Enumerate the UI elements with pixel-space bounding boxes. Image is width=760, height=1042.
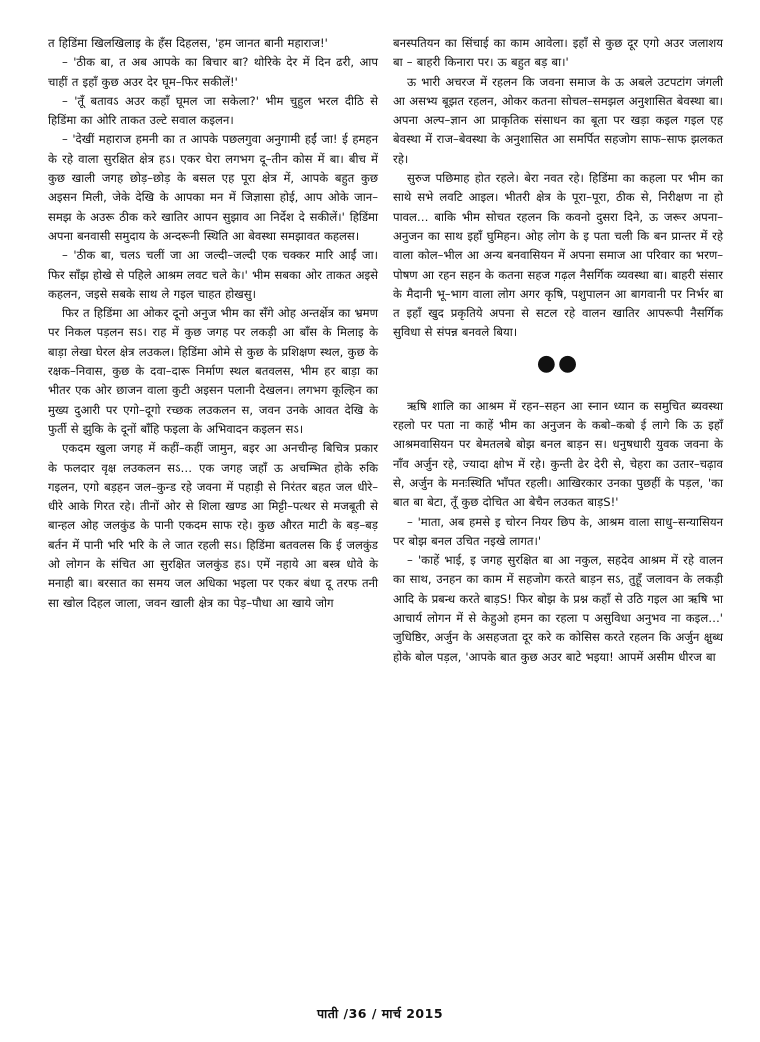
paragraph: – 'माता, अब हमसे इ चोरन नियर छिप के, आश्रम वाला साधु–सन्यासियन पर बोझ बनल उचित नइखे लागत।' xyxy=(393,514,723,548)
paragraph: त हिडिंमा खिलखिलाइ के हँस दिहलस, 'हम जानत बानी महाराज!' xyxy=(48,36,328,50)
page-footer: पाती /36 / मार्च 2015 xyxy=(316,1006,444,1021)
paragraph: – 'ठीक बा, चलऽ चलीं जा आ जल्दी–जल्दी एक चक्कर मारि आईं जा। फिर साँझ होखे से पहिले आश्रम लवट चले के।' भीम सबका ओर ताकत अइसे कहलन, जइसे सबके साथ ले गइल चाहत होखसु। xyxy=(48,248,378,301)
paragraph: – 'तूँ बतावऽ अउर कहाँ घूमल जा सकेला?' भीम चुहुल भरल दीठि से हिडिंमा का ओरि ताकत उल्टे सवाल कइलन। xyxy=(48,93,378,128)
paragraph: – 'काहें भाई, इ जगह सुरक्षित बा आ नकुल, सहदेव आश्रम में रहे वालन का साथ, उनहन का काम में सहजोग करते बाड़न सऽ, तुहूँ जलावन के लकड़ी आदि के प्रबन्ध करते बाड़S! फिर बोझ के प्रश्न कहाँ से उठि गइल आ ऋषि भा आचार्य लोगन में से केहुओ हमन का रहला प असुविधा अनुभव ना कइल…' जुधिष्ठिर, अर्जुन के असहजता दूर करे क कोसिस करते रहलन कि अर्जुन क्षुब्ध होके बोल पड़ल, 'आपके बात कुछ अउर बाटे भइया! आपमें असीम धीरज बा xyxy=(393,553,723,664)
right-column xyxy=(393,34,723,667)
section-divider: ●● xyxy=(536,350,580,376)
left-column xyxy=(48,34,378,613)
paragraph: सुरुज पछिमाह होत रहले। बेरा नवत रहे। हिडिंमा का कहला पर भीम का साथे सभे लवटि आइल। भीतरी क्षेत्र के पूरा–पूरा, ठीक से, निरीक्षण ना हो पावल… बाकि भीम सोचत रहलन कि कवनो दुसरा दिने, ऊ जरूर अपना–अनुजन का साथ इहाँ घुमिहन। ओह लोग के इ पता चली कि बन प्रान्तर में रहे वाला कोल–भील आ अन्य बनवासियन में अपना समाज आ परिवार का भरण–पोषण आ रहन सहन के कतना सहज गढ़ल नैसर्गिक व्यवस्था बा। बाहरी संसार के मैदानी भू–भाग वाला लोग अगर कृषि, पशुपालन आ बागवानी पर निर्भर बा त इहाँ खुद प्रकृतिये अपना से सटल रहे वालन खातिर आपरूपी नैसर्गिक सुविधा से संपन्न बनवले बिया। xyxy=(393,171,723,340)
paragraph: ऋषि शालि का आश्रम में रहन–सहन आ स्नान ध्यान क समुचित ब्यवस्था रहलो पर पता ना काहें भीम का अनुजन के कबो–कबो ई लागे कि ऊ इहाँ आश्रमवासियन पर बेमतलबे बोझ बनल बाड़न स। धनुषधारी युवक जवना के नाँव अर्जुन रहे, ज्यादा क्षोभ में रहे। कुन्ती ढेर देरी से, चेहरा का उतार–चढ़ाव से, अर्जुन के मनःस्थिति भाँपत रहली। आखिरकार उनका पुछहीं के पड़ल, 'का बात बा बेटा, तूँ कुछ दोचित आ बेचैन लउकत बाड़S!' xyxy=(393,398,723,510)
paragraph: एकदम खुला जगह में कहीं–कहीं जामुन, बइर आ अनचीन्ह बिचित्र प्रकार के फलदार वृक्ष लउकलन सऽ… एक जगह जहाँ ऊ अचम्भित होके रुकि गइलन, एगो बड़हन जल–कुन्ड रहे जवना में पहाड़ी से निरंतर बहत जल धीरे–धीरे आके गिरत रहे। तीनों ओर से शिला खण्ड आ मिट्टी–पत्थर से मजबूती से बान्हल ओह जलकुंड के पानी एकदम साफ रहे। कुछ औरत माटी के बड़–बड़ बर्तन में पानी भरि भरि के ले जात रहली सऽ। हिडिंमा बतवलस कि ई जलकुंड ओ लोगन के संचित आ सुरक्षित जलकुंड हऽ। एमें नहाये आ बस्त्र धोवे के मनाही बा। बरसात का समय जल अधिका भइला पर एकर बंधा दू तरफ तनी सा खोल दिहल जाला, जवन खाली क्षेत्र का पेड़–पौधा आ खाये जोग xyxy=(48,441,378,610)
paragraph: बनस्पतियन का सिंचाई का काम आवेला। इहाँ से कुछ दूर एगो अउर जलाशय बा – बाहरी किनारा पर। ऊ बहुत बड़ बा।' xyxy=(393,36,723,70)
paragraph: – 'ठीक बा, त अब आपके का बिचार बा? थोरिके देर में दिन ढरी, आप चाहीं त इहाँ कुछ अउर देर घूम–फिर सकीलें!' xyxy=(48,55,378,89)
paragraph: – 'देखीं महाराज हमनी का त आपके पछलगुवा अनुगामी हईं जा! ई हमहन के रहे वाला सुरक्षित क्षेत्र हऽ। एकर घेरा लगभग दू–तीन कोस में बा। बीच में कुछ खाली जगह छोड़–छोड़ के बसल एह पूरा क्षेत्र में, आपके बहुत कुछ अइसन मिली, जेके देखि के आपका मन में जिज्ञासा होई, आप ओके जान–समझ के अउरू ठीक करे खातिर आपन सुझाव आ निर्देश दे सकीलें।' हिडिंमा अपना बनवासी समुदाय के अन्दरूनी स्थिति आ बेवस्था समझावत कहलस। xyxy=(48,132,378,243)
paragraph: फिर त हिडिंमा आ ओकर दूनो अनुज भीम का सँगे ओह अन्तर्क्षेत्र का भ्रमण पर निकल पड़लन सऽ। राह में कुछ जगह पर लकड़ी आ बाँस के मिलाइ के बाड़ा लेखा घेरल क्षेत्र लउकल। हिडिंमा ओमे से कुछ के प्रशिक्षण स्थल, कुछ के रक्षक–निवास, कुछ के दवा–दारू निर्माण स्थल बतवलस, भीम हर बाड़ा का भीतर एक ओर छाजन वाला कुटी अइसन पलानी देखलन। लगभग कूल्हिन का मुख्य दुआरी पर एगो–दूगो रच्छक लउकलन स, जवन उनके आवत देखि के फुर्ती से झुकि के दूनों बाँहि फइला के अभिवादन कइलन सऽ। xyxy=(48,306,378,436)
paragraph: ऊ भारी अचरज में रहलन कि जवना समाज के ऊ अबले उटपटांग जंगली आ असभ्य बूझत रहलन, ओकर कतना सोचल–समझल अनुशासित बेवस्था बा। अपना अल्प–ज्ञान आ प्राकृतिक संसाधन का बूता पर खड़ा कइल गइल एह बेवस्था में राज–बेवस्था के अनुशासित आ समर्पित सहजोग साफ–साफ झलकत रहे। xyxy=(393,74,723,166)
